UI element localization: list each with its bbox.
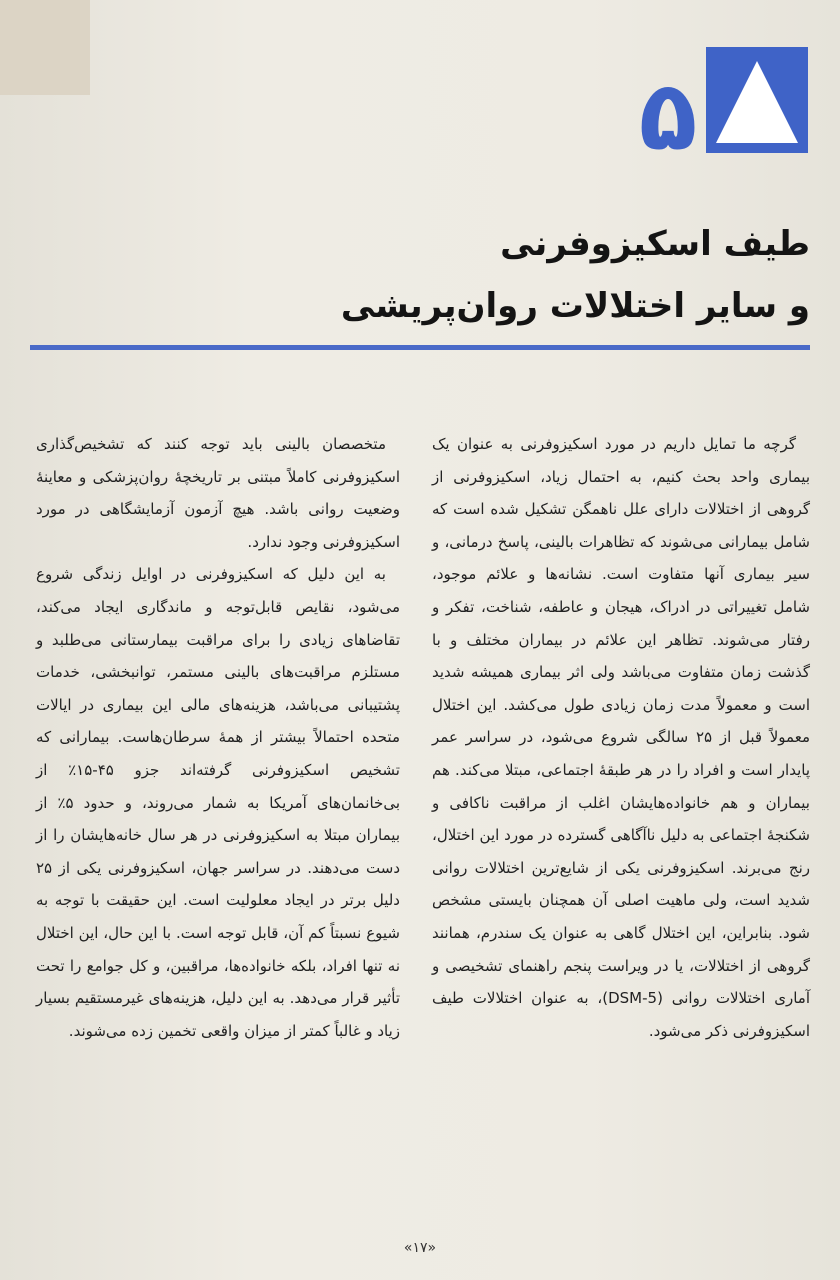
page-corner-shade (0, 0, 90, 95)
chapter-number: ۵ (638, 60, 698, 172)
page-number: «۱۷» (403, 1240, 437, 1256)
paragraph: گرچه ما تمایل داریم در مورد اسکیزوفرنی به عنوان یک بیماری واحد بحث کنیم، به احتمال زیاد، اسکیزوفرنی از گروهی از اختلالات دارای علل ناهمگن تشکیل شده است که شامل بیمارانی می‌شوند که تظاهرات بالینی، پاسخ درمانی، و سیر بیماری آنها متفاوت است. نشانه‌ها و علائم موجود، شامل تغییراتی در ادراک، هیجان و عاطفه، شناخت، تفکر و رفتار می‌شوند. تظاهر این علائم در بیماران مختلف و با گذشت زمان متفاوت می‌باشد ولی اثر بیماری همیشه شدید است و معمولاً مدت زمان زیادی طول می‌کشد. این اختلال معمولاً قبل از ۲۵ سالگی شروع می‌شود، در سراسر عمر پایدار است و افراد را در هر طبقهٔ اجتماعی، مبتلا می‌کند. هم بیماران و هم خانواده‌هایشان اغلب از مراقبت ناکافی و شکنجهٔ اجتماعی به دلیل ناآگاهی گسترده در مورد این اختلال، رنج می‌برند. اسکیزوفرنی یکی از شایع‌ترین اختلالات روانی شدید است، ولی ماهیت اصلی آن همچنان بایستی مشخص شود. بنابراین، این اختلال گاهی به عنوان یک سندرم، همانند گروهی از اختلالات، یا در ویراست پنجم راهنمای تشخیصی و آماری اختلالات روانی (DSM-5)، به عنوان اختلالات طیف اسکیزوفرنی ذکر می‌شود. (432, 435, 810, 1040)
chapter-title-line-1: طیف اسکیزوفرنی (500, 224, 810, 264)
triangle-icon (706, 47, 808, 153)
paragraph: متخصصان بالینی باید توجه کنند که تشخیص‌گذاری اسکیزوفرنی کاملاً مبتنی بر تاریخچهٔ روان‌پزشکی و معاینهٔ وضعیت روانی باشد. هیچ آزمون آزمایشگاهی در مورد اسکیزوفرنی وجود ندارد. (36, 435, 400, 551)
title-divider (30, 345, 810, 350)
paragraph: به این دلیل که اسکیزوفرنی در اوایل زندگی شروع می‌شود، نقایص قابل‌توجه و ماندگاری ایجاد می‌کند، تقاضاهای زیادی را برای مراقبت بیمارستانی می‌طلبد و مستلزم مراقبت‌های بالینی مستمر، توانبخشی، خدمات پشتیبانی می‌باشد، هزینه‌های مالی این بیماری در ایالات متحده احتمالاً بیشتر از همهٔ سرطان‌هاست. بیمارانی که تشخیص اسکیزوفرنی گرفته‌اند جزو ۴۵-۱۵٪ از بی‌خانمان‌های آمریکا به شمار می‌روند، و حدود ۵٪ از بیماران مبتلا به اسکیزوفرنی در هر سال خانه‌هایشان را از دست می‌دهند. در سراسر جهان، اسکیزوفرنی یکی از ۲۵ دلیل برتر در ایجاد معلولیت است. این حقیقت با توجه به شیوع نسبتاً کم آن، قابل توجه است. با این حال، این اختلال نه تنها افراد، بلکه خانواده‌ها، مراقبین، و کل جوامع را تحت تأثیر قرار می‌دهد. به این دلیل، هزینه‌های غیرمستقیم بسیار زیاد و غالباً کمتر از میزان واقعی تخمین زده می‌شوند. (36, 565, 400, 1040)
right-column (432, 428, 810, 1047)
chapter-title-line-2: و سایر اختلالات روان‌پریشی (340, 286, 810, 326)
left-column (36, 428, 400, 1047)
